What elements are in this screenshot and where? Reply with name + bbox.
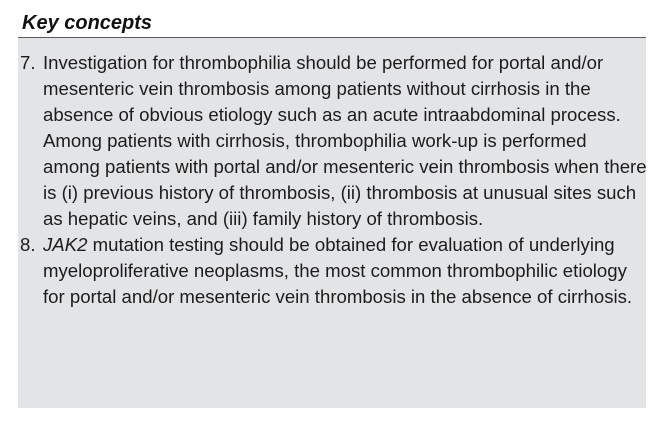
gene-name: JAK2 [43,234,88,255]
item-text: mutation testing should be obtained for evaluation of underlying myeloproliferative neoplasms, the most common thrombophilic etiology for portal and/or mesenteric vein thrombosis in the absence of cirrhosis. [43,234,633,307]
item-text: Investigation for thrombophilia should be performed for portal and/or mesenteric vein thrombosis among patients without cirrhosis in the absence of obvious etiology such as an acute intraabdominal process. Among patients with cirrhosis, thrombophilia work-up is performed among patients with portal and/or mesenteric vein thrombosis when there is (i) previous history of thrombosis, (ii) thrombosis at unusual sites such as hepatic veins, and (iii) family history of thrombosis. [43,52,647,229]
item-number: 7. [20,52,36,73]
list-item [20,50,648,232]
key-concepts-list [20,50,648,310]
list-item [20,232,648,310]
item-number: 8. [20,234,36,255]
box-title: Key concepts [22,12,153,34]
